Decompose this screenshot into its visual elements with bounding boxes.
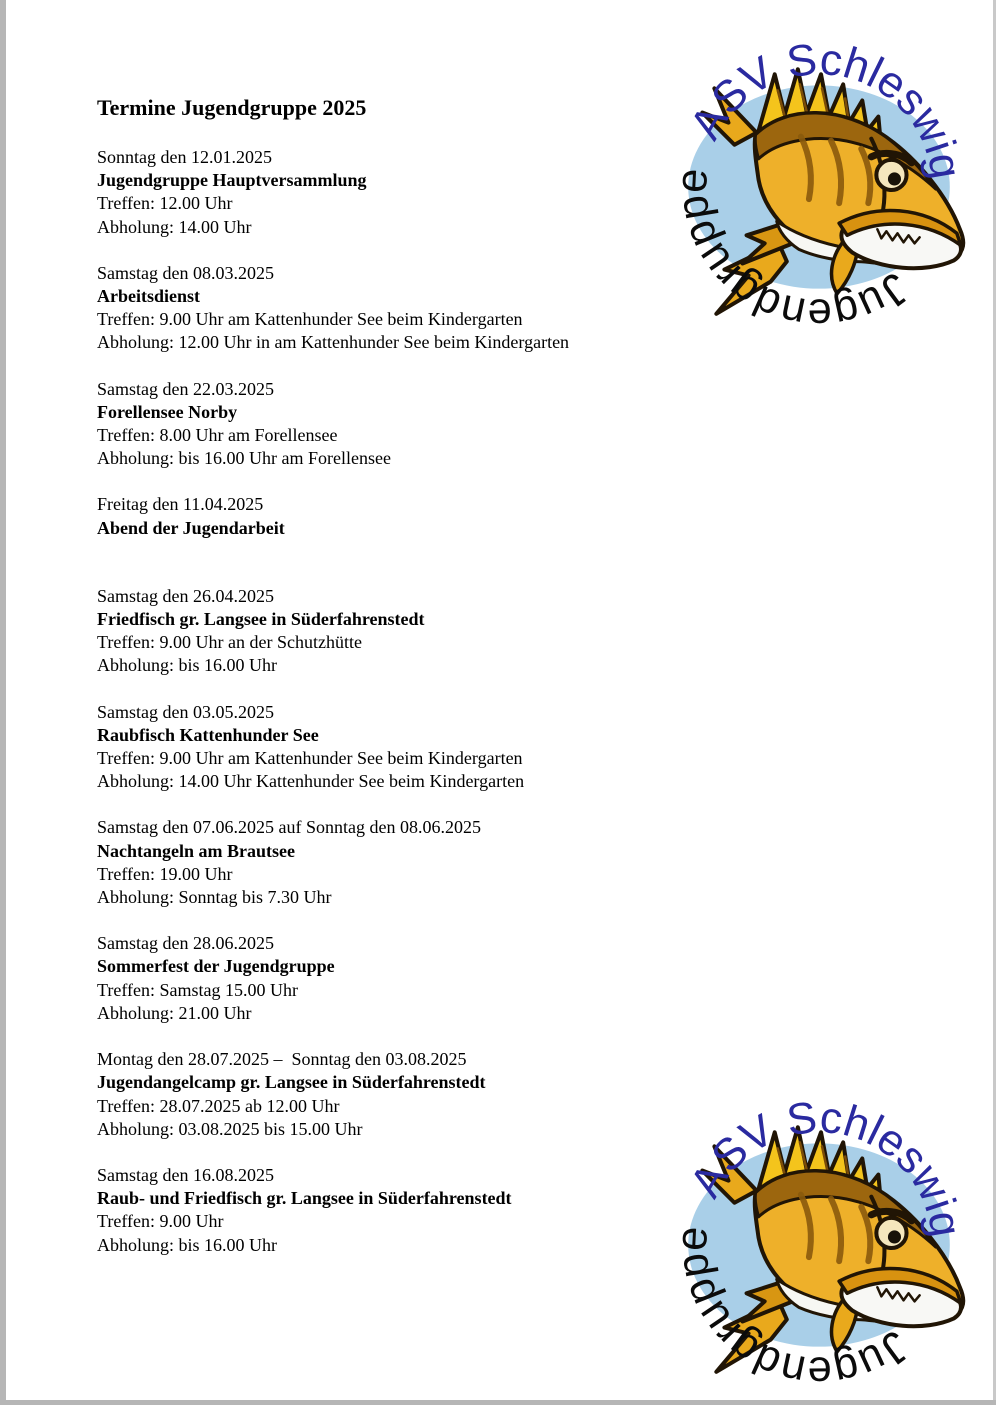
event-detail-line: Abholung: 03.08.2025 bis 15.00 Uhr: [97, 1118, 363, 1139]
event-date: Samstag den 08.03.2025: [97, 262, 274, 283]
event-detail-line: Treffen: Samstag 15.00 Uhr: [97, 979, 298, 1000]
event-date: Samstag den 03.05.2025: [97, 701, 274, 722]
event-block: [97, 262, 677, 355]
page-title: Termine Jugendgruppe 2025: [97, 95, 367, 120]
event-name: Jugendangelcamp gr. Langsee in Süderfahrenstedt: [97, 1072, 486, 1093]
club-logo-bottom: [658, 1082, 980, 1404]
logo-club-name: ASV Schleswig: [680, 34, 971, 183]
event-detail-line: Treffen: 8.00 Uhr am Forellensee: [97, 425, 338, 446]
event-date: Samstag den 22.03.2025: [97, 378, 274, 399]
club-logo-icon: [658, 24, 980, 346]
club-logo-icon: [658, 1082, 980, 1404]
event-name: Forellensee Norby: [97, 401, 238, 422]
event-name: Jugendgruppe Hauptversammlung: [97, 170, 367, 191]
event-detail-line: Treffen: 9.00 Uhr: [97, 1211, 224, 1232]
event-detail-line: Treffen: 19.00 Uhr: [97, 863, 233, 884]
event-date: Freitag den 11.04.2025: [97, 494, 264, 515]
event-date: Sonntag den 12.01.2025: [97, 147, 272, 167]
event-detail-line: Treffen: 9.00 Uhr an der Schutzhütte: [97, 632, 362, 653]
event-block: [97, 146, 677, 239]
event-date: Samstag den 26.04.2025: [97, 585, 274, 606]
club-logo-top: [658, 24, 980, 346]
events-list: [97, 146, 677, 1257]
event-block: [97, 585, 677, 678]
event-block: [97, 378, 677, 471]
event-block: [97, 493, 677, 539]
event-detail-line: Treffen: 9.00 Uhr am Kattenhunder See beim Kindergarten: [97, 309, 523, 330]
event-name: Raub- und Friedfisch gr. Langsee in Süderfahrenstedt: [97, 1188, 512, 1209]
event-date: Montag den 28.07.2025 – Sonntag den 03.08.2025: [97, 1049, 467, 1070]
event-detail-line: Treffen: 12.00 Uhr: [97, 193, 233, 214]
page-edge-left: [0, 0, 6, 1405]
event-name: Friedfisch gr. Langsee in Süderfahrenstedt: [97, 609, 425, 630]
event-detail-line: Treffen: 28.07.2025 ab 12.00 Uhr: [97, 1095, 340, 1116]
event-detail-line: Abholung: bis 16.00 Uhr: [97, 1234, 277, 1255]
event-block: [97, 932, 677, 1025]
event-detail-line: Abholung: 14.00 Uhr Kattenhunder See beim Kindergarten: [97, 771, 525, 792]
event-detail-line: Abholung: bis 16.00 Uhr: [97, 655, 277, 676]
logo-club-name: ASV Schleswig: [680, 1092, 971, 1241]
event-name: Sommerfest der Jugendgruppe: [97, 956, 335, 977]
event-date: Samstag den 28.06.2025: [97, 933, 274, 954]
event-block: [97, 1164, 677, 1257]
event-name: Nachtangeln am Brautsee: [97, 840, 295, 861]
logo-group-name: Jugendgruppe: [666, 166, 918, 339]
logo-group-name: Jugendgruppe: [666, 1224, 918, 1397]
event-block: [97, 816, 677, 909]
event-name: Abend der Jugendarbeit: [97, 517, 285, 538]
event-name: Raubfisch Kattenhunder See: [97, 724, 319, 745]
event-detail-line: Abholung: Sonntag bis 7.30 Uhr: [97, 887, 332, 908]
event-date: Samstag den 16.08.2025: [97, 1164, 274, 1185]
event-detail-line: Abholung: 14.00 Uhr: [97, 216, 252, 237]
event-name: Arbeitsdienst: [97, 286, 200, 307]
event-block: [97, 701, 677, 794]
event-detail-line: Abholung: 12.00 Uhr in am Kattenhunder See beim Kindergarten: [97, 332, 570, 353]
event-detail-line: Treffen: 9.00 Uhr am Kattenhunder See beim Kindergarten: [97, 748, 523, 769]
document-page: [97, 95, 677, 1280]
event-detail-line: Abholung: 21.00 Uhr: [97, 1002, 252, 1023]
event-detail-line: Abholung: bis 16.00 Uhr am Forellensee: [97, 448, 391, 469]
event-date: Samstag den 07.06.2025 auf Sonntag den 08.06.2025: [97, 817, 481, 838]
event-block: [97, 1048, 677, 1141]
